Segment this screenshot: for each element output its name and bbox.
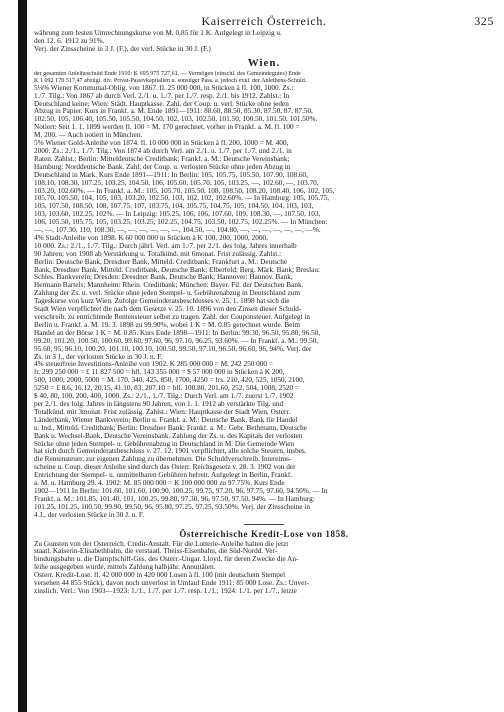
text-line: 2000. Zs.: 2./1., 1./7. Tilg.: Von 1874 ab durch Verl. am 2./1. u. 1./7. per 1./7. und 2./1. in: [34, 147, 292, 155]
text-line: Stadt Wien verpflichtet die nach dem Gesetze v. 25. 10. 1896 von den Zinsen dieser Schuld-: [34, 306, 302, 314]
page-header: [34, 14, 494, 30]
text-line: 4% Stadt-Anleihe von 1898. K 60 000 000 in Stücken à K 100, 200, 1000, 2000,: [34, 234, 268, 242]
text-line: den 12. 6. 1912 zu 91%.: [34, 37, 105, 45]
text-line: Stücke ohne jeden Stempel- u. Gebührenabzug in Deutschland in M. Die Gemeinde Wien: [34, 440, 295, 448]
text-line: Zu Gunsten von der Österreich. Credit-Anstalt. Für die Lotterie-Anleihe haften die jetzt: [34, 540, 289, 548]
text-line: Berlin u. Frankf. a. M. 19. 3. 1898 zu 99.90%, wobei 1 K = M. 0.85 gerechnet wurde. Beim: [34, 321, 301, 329]
paragraph-stadt-1898: [34, 235, 494, 362]
small-print-line: K 1 092 170 517,47 abzügl. div. Privat-Passivkapitalien u. sonstiger Pass. a. jedoch exkl. der Anleihens-Schuld.: [34, 77, 307, 84]
text-line: währung zum festen Umrechnungskurse von M. 0,85 für 1 K. Aufgelegt in Leipzig u.: [34, 30, 282, 37]
text-line: u. Ind., Mitteld. Creditbank; Berlin: Dresdner Bank; Frankf. a. M.: Gebr. Bethmann, Deutsche: [34, 424, 307, 432]
intro-block: [34, 30, 494, 54]
section-heading-wien: Wien.: [247, 56, 281, 69]
text-line: 5⅛% Wiener Kommunal-Oblig. von 1867. fl. 25 000 000, in Stücken à fl. 100, 1000. Zs.:: [34, 84, 294, 92]
section-heading-kredit-lose: Österreichische Kredit-Lose von 1858.: [179, 528, 349, 539]
text-line: Deutschland keine; Wien: Städt. Hauptkasse. Zahl. der Coup. u. verl. Stücke ohne jeden: [34, 100, 289, 108]
text-line: hat sich durch Gemeinderatsbeschluss v. 27. 12. 1901 verpflichtet, alle solche Steuern, insbes.: [34, 448, 307, 456]
text-line: Bank, Dresdner Bank, Mitteld. Creditbank, Deutsche Bank; Elberfeld: Berg. Märk. Bank; Breslau:: [34, 266, 320, 274]
text-line: bindungsbahn u. die Dampfschiff-Ges. des Österr.-Ungar. Lloyd, für deren Zwecke die An-: [34, 556, 299, 564]
text-line: 95.60, 95, 96.10, 100.20, 101.10, 100.10, 100.50, 99.50, 97.10, 96.50, 96.60, 96, 94%. Verj. der: [34, 345, 312, 353]
text-line: Hermann Bartels; Mannheim: Rhein. Creditbank; München: Bayer. Fil. der Deutschen Bank.: [34, 282, 304, 290]
text-line: Deutschland in Mark. Kurs Ende 1891—1911: In Berlin: 105, 105.75, 105.50, 107.90, 108.60,: [34, 171, 308, 179]
text-line: 105, 107.50, 108.50, 108, 107.75, 107, 103.75, 104, 105.75, 104.75, 105, 104.50, 104, 103, 103,: [34, 203, 314, 211]
text-line: Länderbank, Wiener Bankverein; Berlin u. Frankf. a. M.: Deutsche Bank, Bank für Handel: [34, 416, 298, 424]
text-line: Totalkünd. mit 3monat. Frist zulässig. Zahlst.: Wien: Hauptkasse der Stadt Wien, Österr.: [34, 408, 291, 416]
text-line: —, —, 107.30, 110, 108.30, —, —, —, —, —, —, 104.50, —, 104.80, —, —, —, —, —, —, —%.: [34, 227, 321, 235]
text-line: 5250 = £ 8.6, 16.12, 20.15, 41.10, 83, 207.10 = hfl. 100.80, 201.60, 252, 504, 1008, 2520 =: [34, 385, 300, 393]
text-line: $ 40, 80, 100, 200, 400, 1000. Zs.: 2./1., 1./7. Tilg.: Durch Verl. am 1./7. zuerst 1./7. 1902: [34, 393, 294, 401]
text-line: 102.50, 105, 106.40, 105.50, 105.50, 104.50, 102, 103, 102.50, 101.50, 100.50, 101.50, 101.50%.: [34, 116, 318, 124]
text-line: scheine u. Coup. dieser Anleihe sind durch das Österr. Reichsgesetz v. 28. 3. 1902 von der: [34, 464, 296, 472]
text-line: 1902—1911 In Berlin: 101.60, 101.60, 100.90, 100.25, 99.75, 97.20, 96, 97.75, 97.60, 94.50%. — In: [34, 487, 328, 495]
text-line: 105.70, 105.50, 104, 105, 103, 103.20, 102.50, 103, 102, 102, 102.60%. — In Hamburg: 105, 105.75,: [34, 195, 330, 203]
small-print-line: der gesamten Anleiheschuld Ende 1910: K 695 975 727,61. — Vermögen (einschl. des Gemeindegutes) Ende: [34, 70, 301, 77]
text-line: Zahlung der Zs. u. verl. Stücke ohne jeden Stempel- u. Gebührenabzug in Deutschland zum: [34, 290, 300, 298]
text-line: 1./7. Tilg.: Von 1867 ab durch Verl. 2./1. u. 1./7. per 1./7. resp. 2./1. bis 1912. Zahlst.: In: [34, 92, 290, 100]
text-line: Handel an der Börse 1 K = M. 0.85. Kurs Ende 1898—1911: In Berlin: 99.30, 96.50, 95.80, 96.50,: [34, 329, 321, 337]
running-title: Kaiserreich Österreich.: [201, 14, 327, 28]
paragraph-kredit-lose: [34, 572, 494, 596]
text-line: 10 000. Zs.: 2./1., 1./7. Tilg.: Durch jährl. Verl. am 1./7. per 2./1. des folg. Jahres innerhalb: [34, 242, 297, 250]
book-spine-shadow: [18, 0, 27, 712]
text-line: per 2./1. des folg. Jahres in längstens 90 Jahren, von 1. 1. 1912 ab verstärkte Tilg. und: [34, 400, 284, 408]
text-line: Verj. der Zinsscheine in 3 J. (F.), der verl. Stücke in 30 J. (F.): [34, 45, 211, 53]
text-line: Schles. Bankverein; Dresden: Dresdner Bank, Deutsche Bank; Hannover: Hannov. Bank,: [34, 274, 293, 282]
text-line: 90 Jahren; von 1908 ab Verstärkung u. Totalkünd. mit 6monat. Frist zulässig. Zahlst.:: [34, 250, 282, 258]
text-line: zinslich. Verl.: Von 1903—1923: 1./1., 1./7. per 1./7. resp. 1./1.; 1924: 1./1. per 1./7., letzte: [34, 588, 297, 595]
text-line: Tageskurse von kurz Wien. Zufolge Gemeinderatsbeschlusses v. 25. 1. 1898 hat sich die: [34, 298, 290, 306]
text-line: Notiert: Seit 1. 1. 1899 werden fl. 100 = M. 170 gerechnet, vorher in Frankf. a. M. fl. 100 =: [34, 124, 300, 132]
text-line: Bank u. Wechsel-Bank, Deutsche Vereinsbank. Zahlung der Zs. u. des Kapitals der verlosten: [34, 432, 303, 440]
text-line: staatl. Kaiserin-Elisabethbahn, die verstaatl. Theiss-Eisenbahn, die Süd-Nordd. Ver-: [34, 548, 278, 556]
text-line: 108.10, 108.30, 107.25, 103.25, 104.50, 106, 105.60, 105.70, 105, 103.25, —, 102.60, —, 103.70,: [34, 179, 319, 187]
text-line: 4% steuerfreie Investitions-Anleihe von 1902. K 285 000 000 = M. 242 250 000 =: [34, 361, 273, 369]
text-line: M. 200. — Auch notiert in München.: [34, 132, 143, 140]
text-line: Berlin: Deutsche Bank, Dresdner Bank, Mitteld. Creditbank; Frankfurt a. M.: Deutsche: [34, 258, 288, 266]
text-line: verschreib. zu entrichtende Rentensteuer selbst zu tragen. Zahl. der Couponsteuer. Aufgelegt in: [34, 314, 311, 321]
divider-rule: [244, 524, 284, 525]
text-line: 103.20, 102.60%. — In Frankf. a. M.: 105, 105.70, 105.50, 108, 108.50, 108.20, 108.40, 106, 102, 105,: [34, 187, 335, 195]
text-line: leihe ausgegeben wurde, mittels Zahlung halbjähr. Annuitäten.: [34, 564, 216, 572]
page: [34, 14, 494, 704]
text-line: 5% Wiener Gold-Anleihe von 1874. fl. 10 000 000 in Stücken à fl. 200, 1000 = M. 400,: [34, 140, 289, 148]
text-line: a. M. u. Hamburg 29. 4. 1902: M. 85 000 000 = K 100 000 000 zu 97.75%. Kurs Ende: [34, 480, 285, 488]
text-line: Hamburg: Norddeutsche Bank. Zahl. der Coup. u. verlosten Stücke ohne jeden Abzug in: [34, 163, 291, 171]
text-line: Zs. in 3 J., der verlosten Stücke in 30 J. n. F.: [34, 353, 163, 361]
text-line: Österr. Kredit-Lose. fl. 42 000 000 in 420 000 Losen à fl. 100 (mit deutschem Stempel: [34, 572, 286, 580]
text-line: Raten. Zahlst.: Berlin: Mitteldeutsche Creditbank; Frankf. a. M.: Deutsche Vereinsbank;: [34, 155, 290, 163]
page-number: 325: [474, 14, 494, 28]
text-line: die Rentensteuer, zur eigenen Zahlung zu übernehmen. Die Schuldverschreib. Intereims-: [34, 456, 292, 464]
paragraph-kredit-intro: [34, 541, 494, 573]
paragraph-invest-1902: [34, 361, 494, 519]
text-line: Frankf. a. M.: 101.85, 101.40, 101, 100.25, 99.80, 97.30, 96, 97.50, 97.50, 94%. — In Hamburg:: [34, 495, 315, 503]
text-line: fr. 299 250 000 = £ 11 827 500 = hfl. 143 355 000 = $ 57 000 000 in Stücken à K 200,: [34, 369, 285, 377]
text-line: 103, 103.60, 102.25, 102%. — In Leipzig: 105.25, 106, 106, 107.60, 109, 108.30, —, 107.50, 103,: [34, 211, 321, 219]
text-line: 500, 1000, 2000, 5000 = M. 170, 340, 425, 850, 1700, 4250 = frs. 210, 420, 525, 1050, 2100,: [34, 377, 305, 385]
paragraph-gold-1874: [34, 140, 494, 235]
text-line: 99.20, 101.20, 100.50, 100.60, 99.60, 97.60, 96, 97.10, 96.25, 93.60%. — In Frankf. a. M.: 99.50,: [34, 337, 319, 345]
text-line: versehen 44 855 Stück), davon noch unverlost in Umlauf Ende 1911: 85 000 Lose. Zs.: Unver-: [34, 580, 310, 588]
paragraph-kommunal-1867: [34, 85, 494, 140]
text-line: 101.25, 101.25, 100.50, 99.90, 99.50, 96, 95.80, 97.25, 97.25, 93.50%. Verj. der Zinsscheine in: [34, 503, 310, 511]
text-line: Abzug in Papier. Kurs in Frankf. a. M. Ende 1891—1911: 88.60, 88.50, 85.30, 87.50, 87, 87.50,: [34, 108, 313, 116]
text-line: Entrichtung der Stempel- u. unmittelbaren Gebühren befreit. Aufgelegt in Berlin, Frankf.: [34, 472, 293, 480]
text-line: 106, 105.50, 105.75, 105, 103.25, 103.25, 102.25, 104.75, 103.50, 102.75, 102.25%. — In München:: [34, 219, 328, 227]
text-line: 4 J., der verlosten Stücke in 30 J. n. F.: [34, 511, 145, 519]
